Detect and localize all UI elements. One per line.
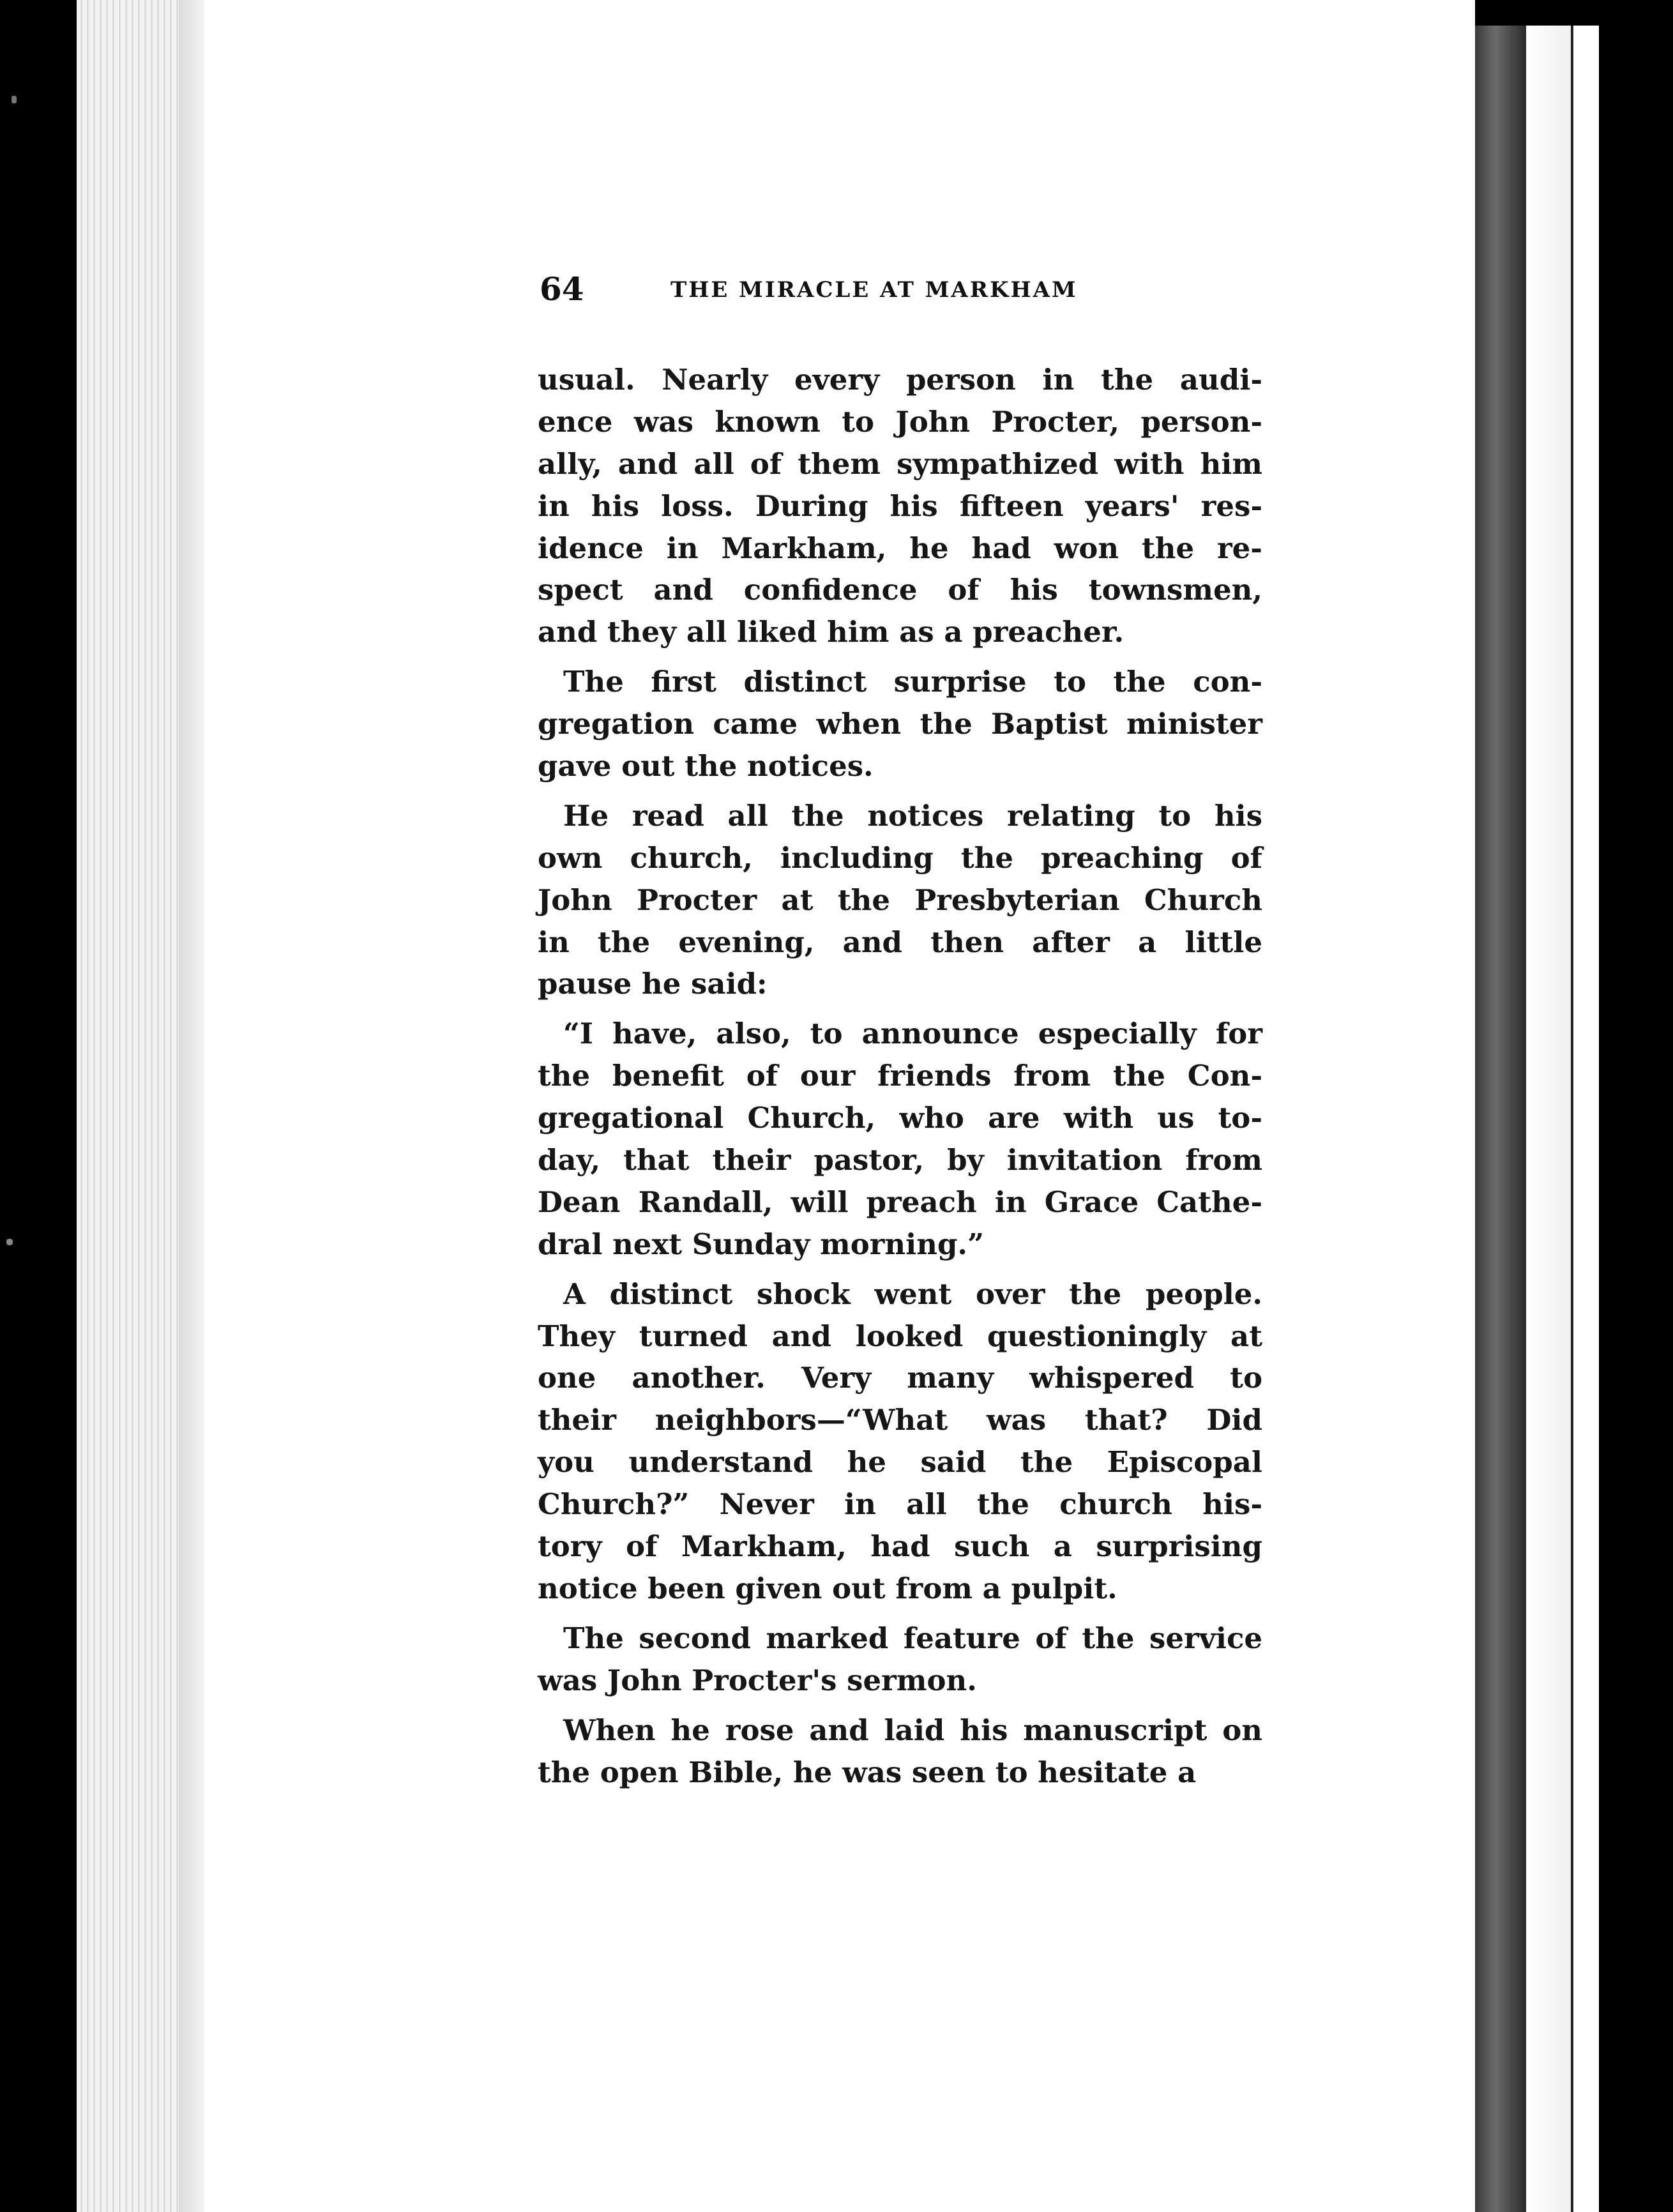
text-line: “I have, also, to announce especially for <box>563 1017 1262 1051</box>
page-number: 64 <box>540 270 584 308</box>
body-text <box>538 359 1262 1793</box>
next-page-border <box>1571 26 1599 2212</box>
text-line: John Procter at the Presbyterian Church <box>538 883 1262 917</box>
text-line: Dean Randall, will preach in Grace Cathe- <box>538 1185 1262 1219</box>
text-line: gregational Church, who are with us to- <box>538 1101 1262 1135</box>
text-line: was John Procter's sermon. <box>538 1663 977 1697</box>
text-line: He read all the notices relating to his <box>563 798 1262 833</box>
text-line: gregation came when the Baptist minister <box>538 707 1262 741</box>
text-line: day, that their pastor, by invitation from <box>538 1143 1262 1178</box>
text-line: idence in Markham, he had won the re- <box>538 531 1262 565</box>
text-line: When he rose and laid his manuscript on <box>563 1713 1262 1747</box>
paragraph <box>538 795 1262 1005</box>
text-line: ally, and all of them sympathized with him <box>538 446 1262 481</box>
running-head <box>540 267 1181 312</box>
text-line: gave out the notices. <box>538 749 874 784</box>
text-line: tory of Markham, had such a surprising <box>538 1529 1262 1564</box>
text-line: the benefit of our friends from the Con- <box>538 1059 1262 1093</box>
text-line: in the evening, and then after a little <box>538 925 1262 959</box>
paragraph <box>538 1273 1262 1610</box>
text-line: dral next Sunday morning.” <box>538 1227 984 1261</box>
paragraph <box>538 359 1262 653</box>
text-line: in his loss. During his fifteen years' res- <box>538 489 1262 523</box>
text-line: notice been given out from a pulpit. <box>538 1571 1117 1605</box>
running-title: THE MIRACLE AT MARKHAM <box>670 277 1078 303</box>
text-line: They turned and looked questioningly at <box>538 1319 1262 1353</box>
text-line: their neighbors—“What was that? Did <box>538 1403 1262 1437</box>
text-line: The second marked feature of the service <box>563 1621 1262 1655</box>
text-line: own church, including the preaching of <box>538 840 1262 875</box>
text-line: Church?” Never in all the church his- <box>538 1487 1262 1522</box>
text-line: The first distinct surprise to the con- <box>563 665 1262 699</box>
text-line: usual. Nearly every person in the audi- <box>538 363 1262 397</box>
text-line: A distinct shock went over the people. <box>563 1276 1262 1311</box>
text-line: spect and confidence of his townsmen, <box>538 573 1262 607</box>
text-line: you understand he said the Episcopal <box>538 1445 1262 1480</box>
next-page-edge <box>1526 26 1571 2212</box>
scan-speck <box>6 1239 13 1245</box>
text-line: and they all liked him as a preacher. <box>538 615 1124 649</box>
text-line: one another. Very many whispered to <box>538 1361 1262 1395</box>
text-line: pause he said: <box>538 967 768 1001</box>
paragraph <box>538 1013 1262 1265</box>
paragraph <box>538 1617 1262 1702</box>
paragraph <box>538 661 1262 787</box>
book-gutter <box>1475 26 1526 2212</box>
text-line: ence was known to John Procter, person- <box>538 404 1262 439</box>
text-line: the open Bible, he was seen to hesitate a <box>538 1755 1197 1789</box>
paragraph <box>538 1709 1262 1794</box>
scan-speck <box>11 96 17 103</box>
